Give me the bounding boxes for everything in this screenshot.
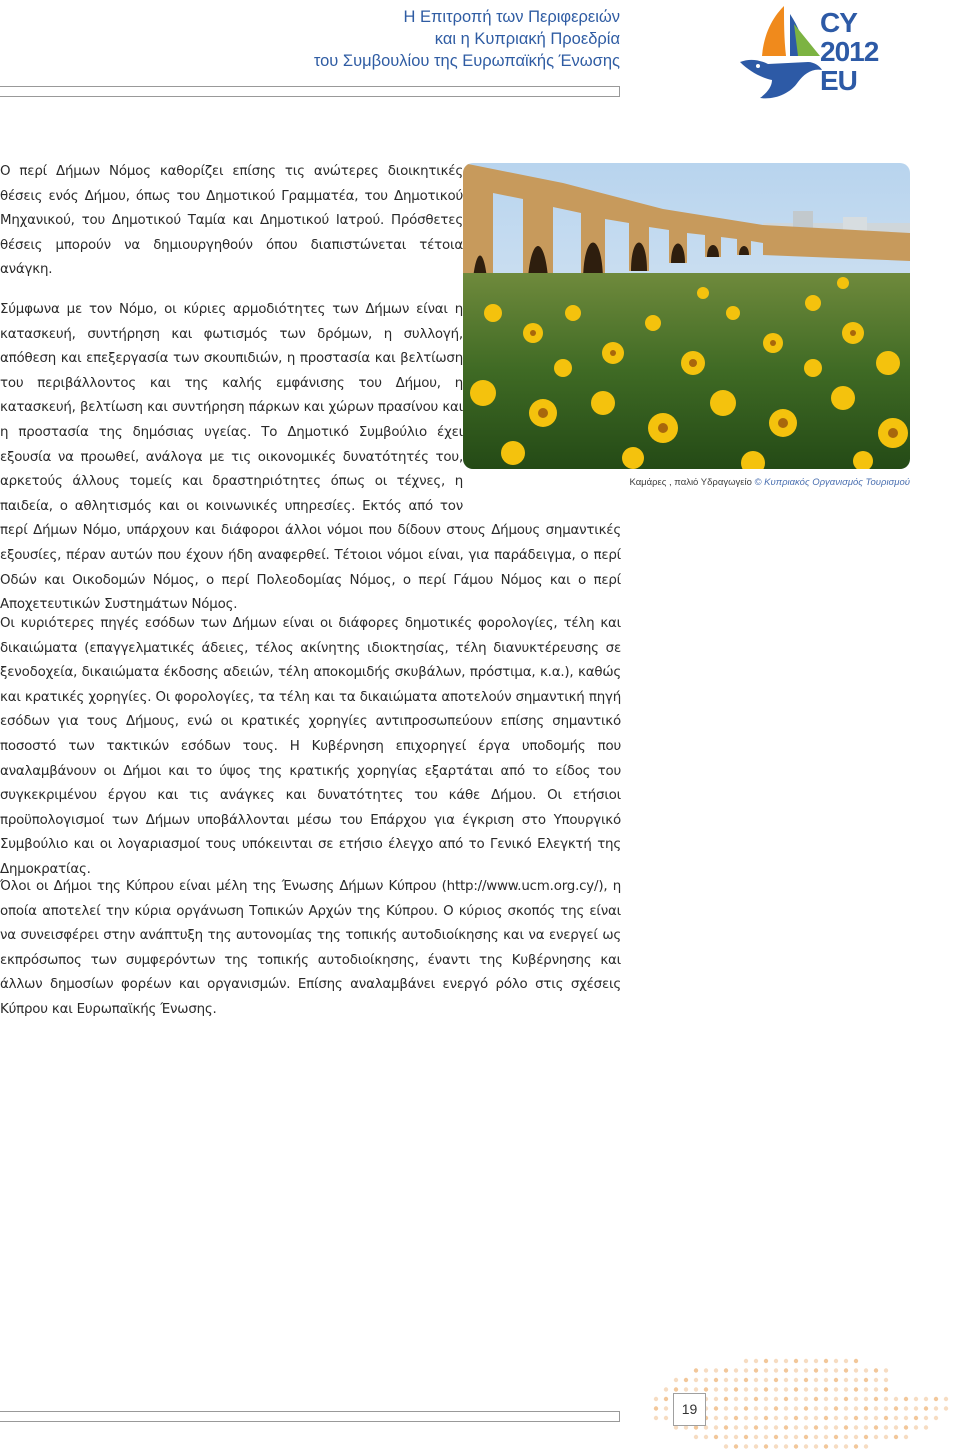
map-dot bbox=[864, 1444, 868, 1448]
map-dot bbox=[664, 1397, 668, 1401]
map-dot bbox=[764, 1425, 768, 1429]
map-dot bbox=[814, 1359, 818, 1363]
map-dot bbox=[734, 1444, 738, 1448]
map-dot bbox=[874, 1387, 878, 1391]
map-dot bbox=[874, 1435, 878, 1439]
map-dot bbox=[754, 1435, 758, 1439]
map-dot bbox=[744, 1397, 748, 1401]
map-dot bbox=[804, 1406, 808, 1410]
map-dot bbox=[834, 1416, 838, 1420]
map-dot bbox=[794, 1397, 798, 1401]
map-dot bbox=[844, 1397, 848, 1401]
map-dot bbox=[834, 1378, 838, 1382]
map-dot bbox=[834, 1368, 838, 1372]
map-dot bbox=[854, 1406, 858, 1410]
map-dot bbox=[754, 1387, 758, 1391]
map-dot bbox=[914, 1397, 918, 1401]
map-dot bbox=[824, 1378, 828, 1382]
paragraph-2-text: Σύμφωνα με τον Νόμο, οι κύριες αρμοδιότητες των Δήμων είναι η κατασκευή, συντήρηση και φωτισμός των δρόμων, η συλλογή, απόθεση και επεξεργασία των σκουπιδιών, η προστασία και βελτίωση του περιβάλλοντος και της καλής εμφάνισης του Δήμου, η κατασκευή, βελτίωση και συντήρηση πάρκων και χώρων πρασίνου και η προστασία της δημόσιας υγείας. Το Δημοτικό Συμβούλιο έχει εξουσία να προωθεί, ανάλογα με τις οικονομικές δυνατότητές του, αρκετούς άλλους τομείς και δραστηριότητες όπως οι τέχνες, η παιδεία, ο αθλητισμός και οι κοινωνικές υπηρεσίες. Εκτός από τον περί Δήμων Νόμο, υπάρχουν και διάφοροι άλλοι νόμοι που δίδουν στους Δήμους σημαντικές εξουσίες, πέραν αυτών που έχουν ήδη αναφερθεί. Τέτοιοι νόμοι είναι, για παράδειγμα, ο περί Οδών και Οικοδομών Νόμος, ο περί Πολεοδομίας Νόμος, ο περί Γάμου Νόμος και ο περί Αποχετευτικών Συστημάτων Νόμος. bbox=[0, 302, 621, 613]
map-dot bbox=[724, 1406, 728, 1410]
map-dot bbox=[794, 1425, 798, 1429]
map-dot bbox=[834, 1435, 838, 1439]
map-dot bbox=[834, 1397, 838, 1401]
map-dot bbox=[744, 1435, 748, 1439]
map-dot bbox=[774, 1397, 778, 1401]
map-dot bbox=[884, 1397, 888, 1401]
map-dot bbox=[714, 1378, 718, 1382]
map-dot bbox=[834, 1387, 838, 1391]
map-dot bbox=[744, 1368, 748, 1372]
map-dot bbox=[794, 1406, 798, 1410]
map-dot bbox=[784, 1406, 788, 1410]
map-dot bbox=[754, 1359, 758, 1363]
map-dot bbox=[934, 1416, 938, 1420]
map-dot bbox=[814, 1378, 818, 1382]
document-header bbox=[100, 6, 620, 72]
map-dot bbox=[784, 1435, 788, 1439]
logo-text bbox=[820, 8, 890, 95]
header-line-1: Η Επιτροπή των Περιφερειών bbox=[403, 8, 620, 26]
map-dot bbox=[724, 1368, 728, 1372]
map-dot bbox=[784, 1368, 788, 1372]
map-dot bbox=[734, 1397, 738, 1401]
map-dot bbox=[894, 1397, 898, 1401]
map-dot bbox=[824, 1444, 828, 1448]
map-dot bbox=[784, 1387, 788, 1391]
map-dot bbox=[784, 1359, 788, 1363]
map-dot bbox=[794, 1359, 798, 1363]
map-dot bbox=[894, 1416, 898, 1420]
map-dot bbox=[774, 1387, 778, 1391]
map-dot bbox=[664, 1406, 668, 1410]
map-dot bbox=[714, 1406, 718, 1410]
map-dot bbox=[904, 1416, 908, 1420]
map-dot bbox=[884, 1368, 888, 1372]
map-dot bbox=[684, 1378, 688, 1382]
header-rule bbox=[0, 86, 620, 97]
map-dot bbox=[804, 1368, 808, 1372]
map-dot bbox=[734, 1416, 738, 1420]
map-dot bbox=[854, 1435, 858, 1439]
map-dot bbox=[884, 1378, 888, 1382]
map-dot bbox=[904, 1397, 908, 1401]
map-dot bbox=[884, 1435, 888, 1439]
map-dot bbox=[764, 1359, 768, 1363]
map-dot bbox=[864, 1406, 868, 1410]
logo-text-eu: EU bbox=[820, 65, 857, 96]
map-dot bbox=[884, 1425, 888, 1429]
map-dot bbox=[784, 1444, 788, 1448]
map-dot bbox=[844, 1435, 848, 1439]
map-dot bbox=[714, 1435, 718, 1439]
map-dot bbox=[844, 1425, 848, 1429]
map-dot bbox=[854, 1378, 858, 1382]
map-dot bbox=[744, 1425, 748, 1429]
map-dot bbox=[764, 1444, 768, 1448]
map-dot bbox=[774, 1368, 778, 1372]
map-dot bbox=[744, 1416, 748, 1420]
map-dot bbox=[914, 1406, 918, 1410]
map-dot bbox=[714, 1387, 718, 1391]
map-dot bbox=[744, 1359, 748, 1363]
map-dot bbox=[854, 1387, 858, 1391]
map-dot bbox=[814, 1406, 818, 1410]
map-dot bbox=[754, 1368, 758, 1372]
map-dot bbox=[834, 1425, 838, 1429]
map-dot bbox=[854, 1359, 858, 1363]
map-dot bbox=[864, 1397, 868, 1401]
map-dot bbox=[894, 1406, 898, 1410]
map-dot bbox=[834, 1444, 838, 1448]
map-dot bbox=[744, 1387, 748, 1391]
map-dot bbox=[714, 1397, 718, 1401]
map-dot bbox=[754, 1397, 758, 1401]
map-dot bbox=[724, 1425, 728, 1429]
map-dot bbox=[794, 1416, 798, 1420]
map-dot bbox=[754, 1425, 758, 1429]
map-dot bbox=[884, 1406, 888, 1410]
map-dot bbox=[764, 1378, 768, 1382]
map-dot bbox=[854, 1425, 858, 1429]
map-dot bbox=[924, 1397, 928, 1401]
map-dot bbox=[704, 1435, 708, 1439]
map-dot bbox=[754, 1406, 758, 1410]
map-dot bbox=[804, 1416, 808, 1420]
paragraph-2 bbox=[0, 298, 621, 618]
map-dot bbox=[804, 1425, 808, 1429]
map-dot bbox=[674, 1387, 678, 1391]
map-dot bbox=[794, 1435, 798, 1439]
map-dot bbox=[814, 1397, 818, 1401]
map-dot bbox=[724, 1397, 728, 1401]
page-number: 19 bbox=[673, 1393, 706, 1426]
map-dot bbox=[664, 1416, 668, 1420]
paragraph-3 bbox=[0, 612, 621, 883]
map-dot bbox=[704, 1387, 708, 1391]
map-dot bbox=[734, 1387, 738, 1391]
map-dot bbox=[784, 1378, 788, 1382]
footer-rule bbox=[0, 1411, 620, 1422]
map-dot bbox=[714, 1368, 718, 1372]
map-dot bbox=[694, 1368, 698, 1372]
map-dot bbox=[774, 1444, 778, 1448]
map-dot bbox=[824, 1435, 828, 1439]
map-dot bbox=[814, 1435, 818, 1439]
map-dot bbox=[914, 1416, 918, 1420]
map-dot bbox=[834, 1359, 838, 1363]
map-dot bbox=[694, 1435, 698, 1439]
paragraph-4 bbox=[0, 875, 621, 1023]
map-dot bbox=[724, 1378, 728, 1382]
map-dot bbox=[794, 1444, 798, 1448]
map-dot bbox=[824, 1387, 828, 1391]
map-dot bbox=[814, 1416, 818, 1420]
map-dot bbox=[804, 1435, 808, 1439]
map-dot bbox=[784, 1425, 788, 1429]
map-dot bbox=[764, 1416, 768, 1420]
map-dot bbox=[814, 1387, 818, 1391]
map-dot bbox=[944, 1406, 948, 1410]
map-dot bbox=[764, 1435, 768, 1439]
map-dot bbox=[864, 1378, 868, 1382]
map-dot bbox=[844, 1416, 848, 1420]
map-dot bbox=[834, 1406, 838, 1410]
map-dot bbox=[864, 1416, 868, 1420]
map-dot bbox=[674, 1378, 678, 1382]
map-dot bbox=[714, 1425, 718, 1429]
paragraph-3-text: Οι κυριότερες πηγές εσόδων των Δήμων είναι οι διάφορες δημοτικές φορολογίες, τέλη και δικαιώματα (επαγγελματικές άδειες, τέλος ακίνητης ιδιοκτησίας, τέλη διανυκτέρευσης σε ξενοδοχεία, δικαιώματα έκδοσης αδειών, τέλη αποκομιδής σκυβάλων, πρόστιμα, κ.α.), καθώς και κρατικές χορηγίες. Οι φορολογίες, τα τέλη και τα δικαιώματα αποτελούν σημαντική πηγή εσόδων για τους Δήμους, ενώ οι κρατικές χορηγίες αντιπροσωπεύουν επίσης σημαντικό ποσοστό των τακτικών εσόδων τους. Η Κυβέρνηση επιχορηγεί έργα υποδομής που αναλαμβάνουν οι Δήμοι και το ύψος της κρατικής χορηγίας εξαρτάται από το είδος του συγκεκριμένου έργου και τις ανάγκες και δυνατότητες του κάθε Δήμου. Οι ετήσιοι προϋπολογισμοί των Δήμων υποβάλλονται μέσω του Επάρχου για έγκριση στο Υπουργικό Συμβούλιο και οι λογαριασμοί τους υπόκεινται σε ετήσιο έλεγχο από το Γενικό Ελεγκτή της Δημοκρατίας. bbox=[0, 616, 621, 877]
map-dot bbox=[914, 1425, 918, 1429]
map-dot bbox=[714, 1416, 718, 1420]
map-dot bbox=[824, 1359, 828, 1363]
map-dot bbox=[804, 1397, 808, 1401]
map-dot bbox=[894, 1425, 898, 1429]
map-dot bbox=[744, 1444, 748, 1448]
map-dot bbox=[694, 1378, 698, 1382]
map-dot bbox=[734, 1435, 738, 1439]
map-dot bbox=[844, 1359, 848, 1363]
map-dot bbox=[844, 1406, 848, 1410]
map-dot bbox=[664, 1387, 668, 1391]
map-dot bbox=[724, 1416, 728, 1420]
map-dot bbox=[874, 1368, 878, 1372]
map-dot bbox=[864, 1387, 868, 1391]
map-dot bbox=[734, 1378, 738, 1382]
map-dot bbox=[724, 1387, 728, 1391]
map-dot bbox=[844, 1378, 848, 1382]
map-dot bbox=[824, 1406, 828, 1410]
map-dot bbox=[734, 1368, 738, 1372]
header-line-3: του Συμβουλίου της Ευρωπαϊκής Ένωσης bbox=[313, 52, 620, 70]
map-dot bbox=[734, 1406, 738, 1410]
map-dot bbox=[754, 1416, 758, 1420]
map-dot bbox=[794, 1387, 798, 1391]
header-line-2: και η Κυπριακή Προεδρία bbox=[434, 30, 620, 48]
dove-sail-logo-icon bbox=[738, 4, 824, 102]
map-dot bbox=[864, 1425, 868, 1429]
map-dot bbox=[864, 1435, 868, 1439]
map-dot bbox=[774, 1416, 778, 1420]
map-dot bbox=[874, 1397, 878, 1401]
map-dot bbox=[804, 1444, 808, 1448]
map-dot bbox=[654, 1397, 658, 1401]
map-dot bbox=[764, 1406, 768, 1410]
map-dot bbox=[794, 1378, 798, 1382]
map-dot bbox=[804, 1387, 808, 1391]
map-dot bbox=[904, 1425, 908, 1429]
map-dot bbox=[804, 1359, 808, 1363]
map-dot bbox=[814, 1444, 818, 1448]
map-dot bbox=[824, 1425, 828, 1429]
map-dot bbox=[824, 1368, 828, 1372]
map-dot bbox=[924, 1416, 928, 1420]
map-dot bbox=[874, 1406, 878, 1410]
map-dot bbox=[724, 1435, 728, 1439]
map-dot bbox=[774, 1435, 778, 1439]
logo-text-cy: CY bbox=[820, 7, 857, 38]
map-dot bbox=[764, 1387, 768, 1391]
map-dot bbox=[884, 1387, 888, 1391]
map-dot bbox=[784, 1416, 788, 1420]
map-dot bbox=[854, 1444, 858, 1448]
map-dot bbox=[704, 1378, 708, 1382]
map-dot bbox=[924, 1406, 928, 1410]
caption-credit: © Κυπριακός Οργανισμός Τουρισμού bbox=[754, 477, 910, 488]
map-dot bbox=[864, 1368, 868, 1372]
map-dot bbox=[824, 1397, 828, 1401]
paragraph-4-text: Όλοι οι Δήμοι της Κύπρου είναι μέλη της Ένωσης Δήμων Κύπρου (http://www.ucm.org.cy/), η οποία αποτελεί την κύρια οργάνωση Τοπικών Αρχών της Κύπρου. Ο κύριος σκοπός της είναι να συνεισφέρει στην ανάπτυξη της αυτονομίας της τοπικής αυτοδιοίκησης και να ενεργεί ως εκπρόσωπος των συμφερόντων της τοπικής αυτοδιοίκησης, έναντι της Κυβέρνησης και άλλων δημοσίων φορέων και οργανισμών. Επίσης αναλαμβάνει ενεργό ρόλο στις σχέσεις Κύπρου και Ευρωπαϊκής Ένωσης. bbox=[0, 879, 621, 1017]
map-dot bbox=[904, 1435, 908, 1439]
caption-text: Καμάρες , παλιό Υδραγωγείο bbox=[629, 477, 752, 488]
map-dot bbox=[854, 1368, 858, 1372]
map-dot bbox=[844, 1387, 848, 1391]
map-dot bbox=[824, 1416, 828, 1420]
map-dot bbox=[934, 1397, 938, 1401]
map-dot bbox=[684, 1387, 688, 1391]
map-dot bbox=[844, 1368, 848, 1372]
paragraph-1-text: Ο περί Δήμων Νόμος καθορίζει επίσης τις ανώτερες διοικητικές θέσεις ενός Δήμου, όπως του Δημοτικού Γραμματέα, του Δημοτικού Μηχανικού, του Δημοτικού Ταμία και Δημοτικού Ιατρού. Πρόσθετες θέσεις μπορούν να δημιουργηθούν όπου διαπιστώνεται τέτοια ανάγκη. bbox=[0, 164, 463, 278]
map-dot bbox=[774, 1406, 778, 1410]
map-dot bbox=[734, 1425, 738, 1429]
map-dot bbox=[774, 1425, 778, 1429]
map-dot bbox=[794, 1368, 798, 1372]
map-dot bbox=[694, 1387, 698, 1391]
map-dot bbox=[774, 1378, 778, 1382]
map-dot bbox=[894, 1435, 898, 1439]
cy2012-logo bbox=[738, 4, 888, 102]
map-dot bbox=[874, 1416, 878, 1420]
map-dot bbox=[744, 1406, 748, 1410]
map-dot bbox=[754, 1444, 758, 1448]
map-dot bbox=[844, 1444, 848, 1448]
map-dot bbox=[854, 1416, 858, 1420]
logo-text-year: 2012 bbox=[820, 36, 879, 67]
map-dot bbox=[774, 1359, 778, 1363]
map-dot bbox=[754, 1378, 758, 1382]
map-dot bbox=[874, 1425, 878, 1429]
map-dot bbox=[724, 1444, 728, 1448]
map-dot bbox=[784, 1397, 788, 1401]
map-dot bbox=[924, 1425, 928, 1429]
map-dot bbox=[704, 1368, 708, 1372]
paragraph-1 bbox=[0, 160, 463, 283]
map-dot bbox=[764, 1368, 768, 1372]
map-dot bbox=[944, 1397, 948, 1401]
map-dot bbox=[884, 1416, 888, 1420]
map-dot bbox=[904, 1406, 908, 1410]
map-dot bbox=[854, 1397, 858, 1401]
map-dot bbox=[744, 1378, 748, 1382]
map-dot bbox=[654, 1406, 658, 1410]
map-dot bbox=[654, 1416, 658, 1420]
map-dot bbox=[934, 1406, 938, 1410]
map-dot bbox=[814, 1368, 818, 1372]
map-dot bbox=[804, 1378, 808, 1382]
map-dot bbox=[764, 1397, 768, 1401]
map-dot bbox=[874, 1378, 878, 1382]
map-dot bbox=[814, 1425, 818, 1429]
